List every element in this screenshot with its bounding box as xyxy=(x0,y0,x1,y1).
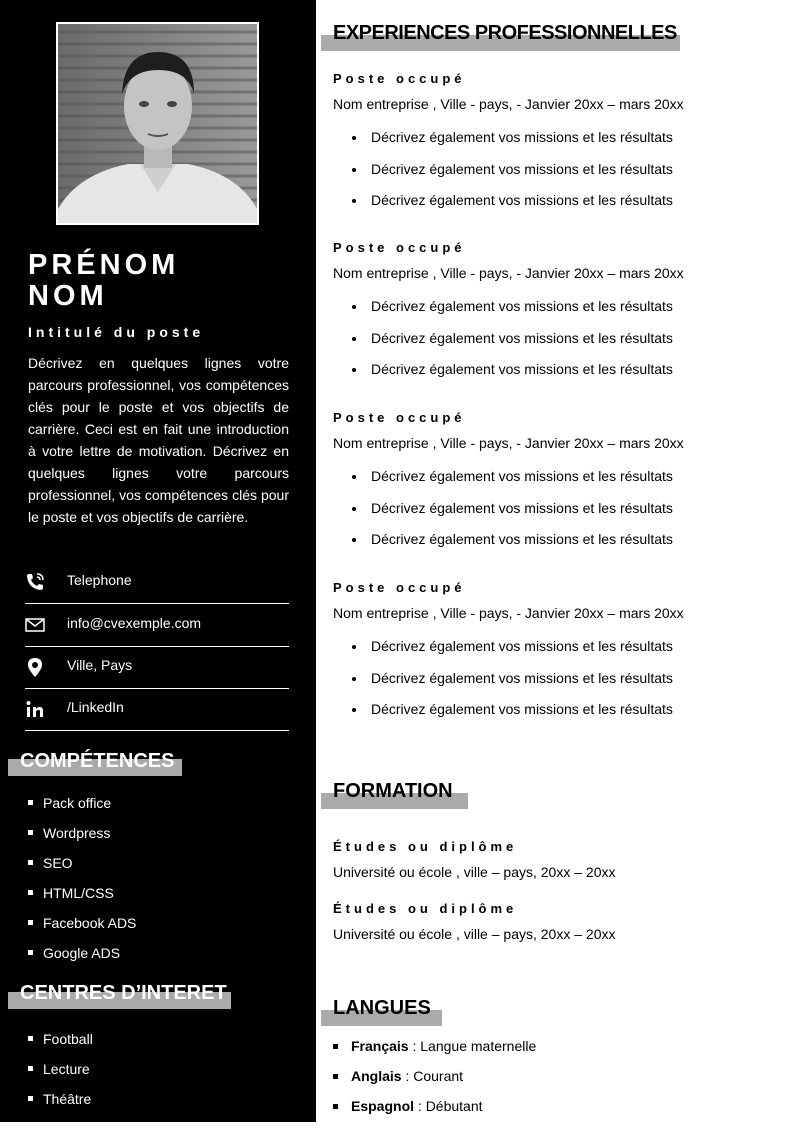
list-item: Décrivez également vos missions et les résultats xyxy=(333,192,783,224)
experience-title: EXPERIENCES PROFESSIONNELLES xyxy=(333,22,677,44)
main-content xyxy=(316,0,794,1122)
list-item xyxy=(333,1038,536,1068)
linkedin-icon xyxy=(25,699,45,719)
list-item: Facebook ADS xyxy=(28,914,136,944)
experience-entry xyxy=(333,71,783,224)
mission-list xyxy=(333,638,783,733)
list-item: Décrivez également vos missions et les résultats xyxy=(333,298,783,330)
skills-title: COMPÉTENCES xyxy=(20,750,175,772)
list-item: Décrivez également vos missions et les résultats xyxy=(333,500,783,532)
interests-title: CENTRES D’INTERET xyxy=(20,982,227,1004)
list-item xyxy=(333,1068,536,1098)
experience-entry xyxy=(333,580,783,733)
list-item: Décrivez également vos missions et les résultats xyxy=(333,361,783,393)
contact-phone xyxy=(25,562,289,604)
school-line: Université ou école , ville – pays, 20xx – 20xx xyxy=(333,926,616,942)
contact-linkedin xyxy=(25,689,289,731)
list-item: Décrivez également vos missions et les résultats xyxy=(333,129,783,161)
language-name: Espagnol xyxy=(351,1098,415,1114)
list-item: Décrivez également vos missions et les résultats xyxy=(333,468,783,500)
candidate-name xyxy=(28,250,179,312)
list-item: Football xyxy=(28,1030,93,1060)
contact-email xyxy=(25,605,289,647)
language-name: Français xyxy=(351,1038,409,1054)
list-item: Décrivez également vos missions et les résultats xyxy=(333,161,783,193)
location-pin-icon xyxy=(25,657,45,677)
portrait-image xyxy=(58,24,257,223)
sidebar xyxy=(0,0,316,1122)
list-item: Décrivez également vos missions et les résultats xyxy=(333,638,783,670)
company-line: Nom entreprise , Ville - pays, - Janvier 20xx – mars 20xx xyxy=(333,605,684,621)
language-level: Langue maternelle xyxy=(420,1038,537,1054)
languages-title: LANGUES xyxy=(333,997,431,1019)
position-title: Poste occupé xyxy=(333,71,466,86)
language-name: Anglais xyxy=(351,1068,402,1084)
degree-title: Études ou diplôme xyxy=(333,901,518,916)
school-line: Université ou école , ville – pays, 20xx – 20xx xyxy=(333,864,616,880)
intro-text: Décrivez en quelques lignes votre parcours professionnel, vos compétences clés pour le poste et vos objectifs de carrière. Ceci est en fait une introduction à votre lettre de motivation. Décrivez en quelques lignes votre parcours professionnel, vos compétences clés pour le poste et vos objectifs de carrière. xyxy=(28,355,289,525)
interests-list xyxy=(28,1030,93,1120)
degree-title: Études ou diplôme xyxy=(333,839,518,854)
last-name: NOM xyxy=(28,280,108,312)
experience-entry xyxy=(333,410,783,563)
language-level: Débutant xyxy=(425,1098,483,1114)
list-item xyxy=(333,1098,536,1128)
mission-list xyxy=(333,298,783,393)
company-line: Nom entreprise , Ville - pays, - Janvier 20xx – mars 20xx xyxy=(333,96,684,112)
list-item: SEO xyxy=(28,854,136,884)
list-item: HTML/CSS xyxy=(28,884,136,914)
position-title: Poste occupé xyxy=(333,240,466,255)
list-item: Wordpress xyxy=(28,824,136,854)
list-item: Lecture xyxy=(28,1060,93,1090)
experience-entry xyxy=(333,240,783,393)
contact-location xyxy=(25,647,289,689)
contact-email-text: info@cvexemple.com xyxy=(67,615,202,631)
list-item: Pack office xyxy=(28,794,136,824)
mission-list xyxy=(333,129,783,224)
mail-icon xyxy=(25,615,45,635)
language-level: Courant xyxy=(413,1068,464,1084)
list-item: Google ADS xyxy=(28,944,136,974)
skills-list xyxy=(28,794,136,974)
position-title: Poste occupé xyxy=(333,580,466,595)
position-title: Poste occupé xyxy=(333,410,466,425)
first-name: PRÉNOM xyxy=(28,249,180,281)
company-line: Nom entreprise , Ville - pays, - Janvier 20xx – mars 20xx xyxy=(333,435,684,451)
profile-photo xyxy=(56,22,259,225)
education-entry xyxy=(333,839,615,880)
phone-icon xyxy=(25,572,45,592)
list-item: Décrivez également vos missions et les résultats xyxy=(333,701,783,733)
contact-location-text: Ville, Pays xyxy=(67,657,133,673)
list-item: Décrivez également vos missions et les résultats xyxy=(333,330,783,362)
education-title: FORMATION xyxy=(333,780,453,802)
list-item: Décrivez également vos missions et les résultats xyxy=(333,531,783,563)
mission-list xyxy=(333,468,783,563)
education-entry xyxy=(333,901,615,942)
list-item: Décrivez également vos missions et les résultats xyxy=(333,670,783,702)
contact-phone-text: Telephone xyxy=(67,572,132,588)
job-title: Intitulé du poste xyxy=(28,324,205,340)
language-separator: : xyxy=(401,1068,414,1084)
contact-linkedin-text: /LinkedIn xyxy=(67,699,124,715)
language-separator: : xyxy=(414,1098,426,1114)
company-line: Nom entreprise , Ville - pays, - Janvier 20xx – mars 20xx xyxy=(333,265,684,281)
list-item: Théâtre xyxy=(28,1090,93,1120)
language-separator: : xyxy=(408,1038,421,1054)
languages-list xyxy=(333,1038,536,1128)
